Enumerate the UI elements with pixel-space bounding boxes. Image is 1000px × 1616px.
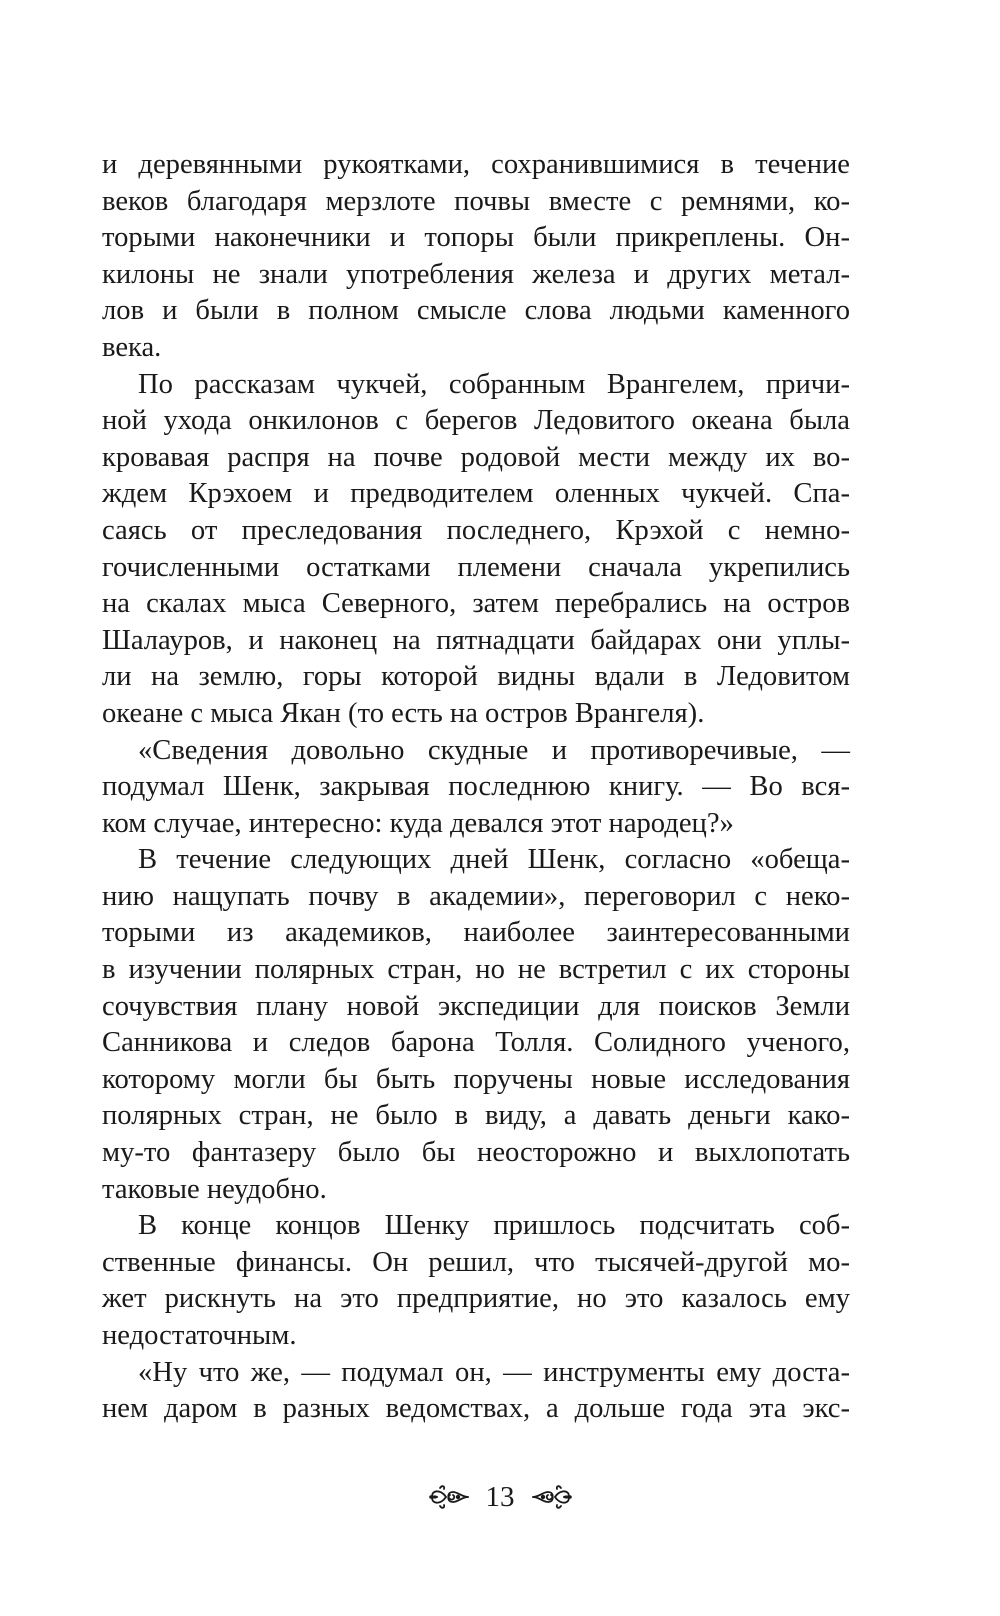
body-text <box>102 147 850 1428</box>
page-number: 13 <box>485 1480 515 1513</box>
text-line: торыми наконечники и топоры были прикреплены. Он- <box>102 222 850 254</box>
text-line: века. <box>102 331 162 363</box>
text-line: в изучении полярных стран, но не встретил с их стороны <box>102 954 850 986</box>
paragraph-start-line: «Сведения довольно скудные и противоречивые, — <box>138 734 850 766</box>
page-footer <box>0 1475 1000 1519</box>
text-line: торыми из академиков, наиболее заинтересованными <box>102 917 850 949</box>
text-line: нем даром в разных ведомствах, а дольше года эта экс- <box>102 1393 850 1425</box>
text-line: ждем Крэхоем и предводителем оленных чукчей. Спа- <box>102 478 850 510</box>
text-line: кровавая распря на почве родовой мести между их во- <box>102 441 850 473</box>
paragraph-start-line: В конце концов Шенку пришлось подсчитать соб- <box>138 1210 850 1242</box>
text-line: полярных стран, не было в виду, а давать деньги како- <box>102 1100 850 1132</box>
text-line: му-то фантазеру было бы неосторожно и выхлопотать <box>102 1137 850 1169</box>
text-line: гочисленными остатками племени сначала укрепились <box>102 551 850 583</box>
text-line: таковые неудобно. <box>102 1173 327 1205</box>
text-line: подумал Шенк, закрывая последнюю книгу. — Во вся- <box>102 771 850 803</box>
text-line: ственные финансы. Он решил, что тысячей-другой мо- <box>102 1246 850 1278</box>
text-line: саясь от преследования последнего, Крэхой с немно- <box>102 514 850 546</box>
text-line: лов и были в полном смысле слова людьми каменного <box>102 295 850 327</box>
text-line: нию нащупать почву в академии», переговорил с неко- <box>102 880 850 912</box>
text-line: недостаточным. <box>102 1320 297 1351</box>
text-line: сочувствия плану новой экспедиции для поисков Земли <box>102 990 850 1022</box>
text-line: Шалауров, и наконец на пятнадцати байдарах они уплы- <box>102 624 850 656</box>
text-line: веков благодаря мерзлоте почвы вместе с ремнями, ко- <box>102 185 850 217</box>
text-line: ком случае, интересно: куда девался этот народец?» <box>102 807 734 839</box>
text-line: Санникова и следов барона Толля. Солидного ученого, <box>102 1027 850 1059</box>
text-line: ной ухода онкилонов с берегов Ледовитого океана была <box>102 405 850 437</box>
text-line: которому могли бы быть поручены новые исследования <box>102 1063 850 1095</box>
paragraph-start-line: По рассказам чукчей, собранным Врангелем, причи- <box>138 368 850 400</box>
text-line: жет рискнуть на это предприятие, но это казалось ему <box>102 1283 850 1315</box>
right-ornament-icon <box>529 1482 573 1512</box>
paragraph-start-line: В течение следующих дней Шенк, согласно «обеща- <box>138 844 850 876</box>
paragraph-start-line: «Ну что же, — подумал он, — инструменты ему доста- <box>138 1356 850 1388</box>
text-line: на скалах мыса Северного, затем перебрались на остров <box>102 588 850 620</box>
text-line: килоны не знали употребления железа и других метал- <box>102 258 850 290</box>
left-ornament-icon <box>428 1482 472 1512</box>
text-line: ли на землю, горы которой видны вдали в Ледовитом <box>102 661 850 693</box>
text-line: и деревянными рукоятками, сохранившимися в течение <box>102 149 850 180</box>
text-line: океане с мыса Якан (то есть на остров Врангеля). <box>102 697 705 729</box>
